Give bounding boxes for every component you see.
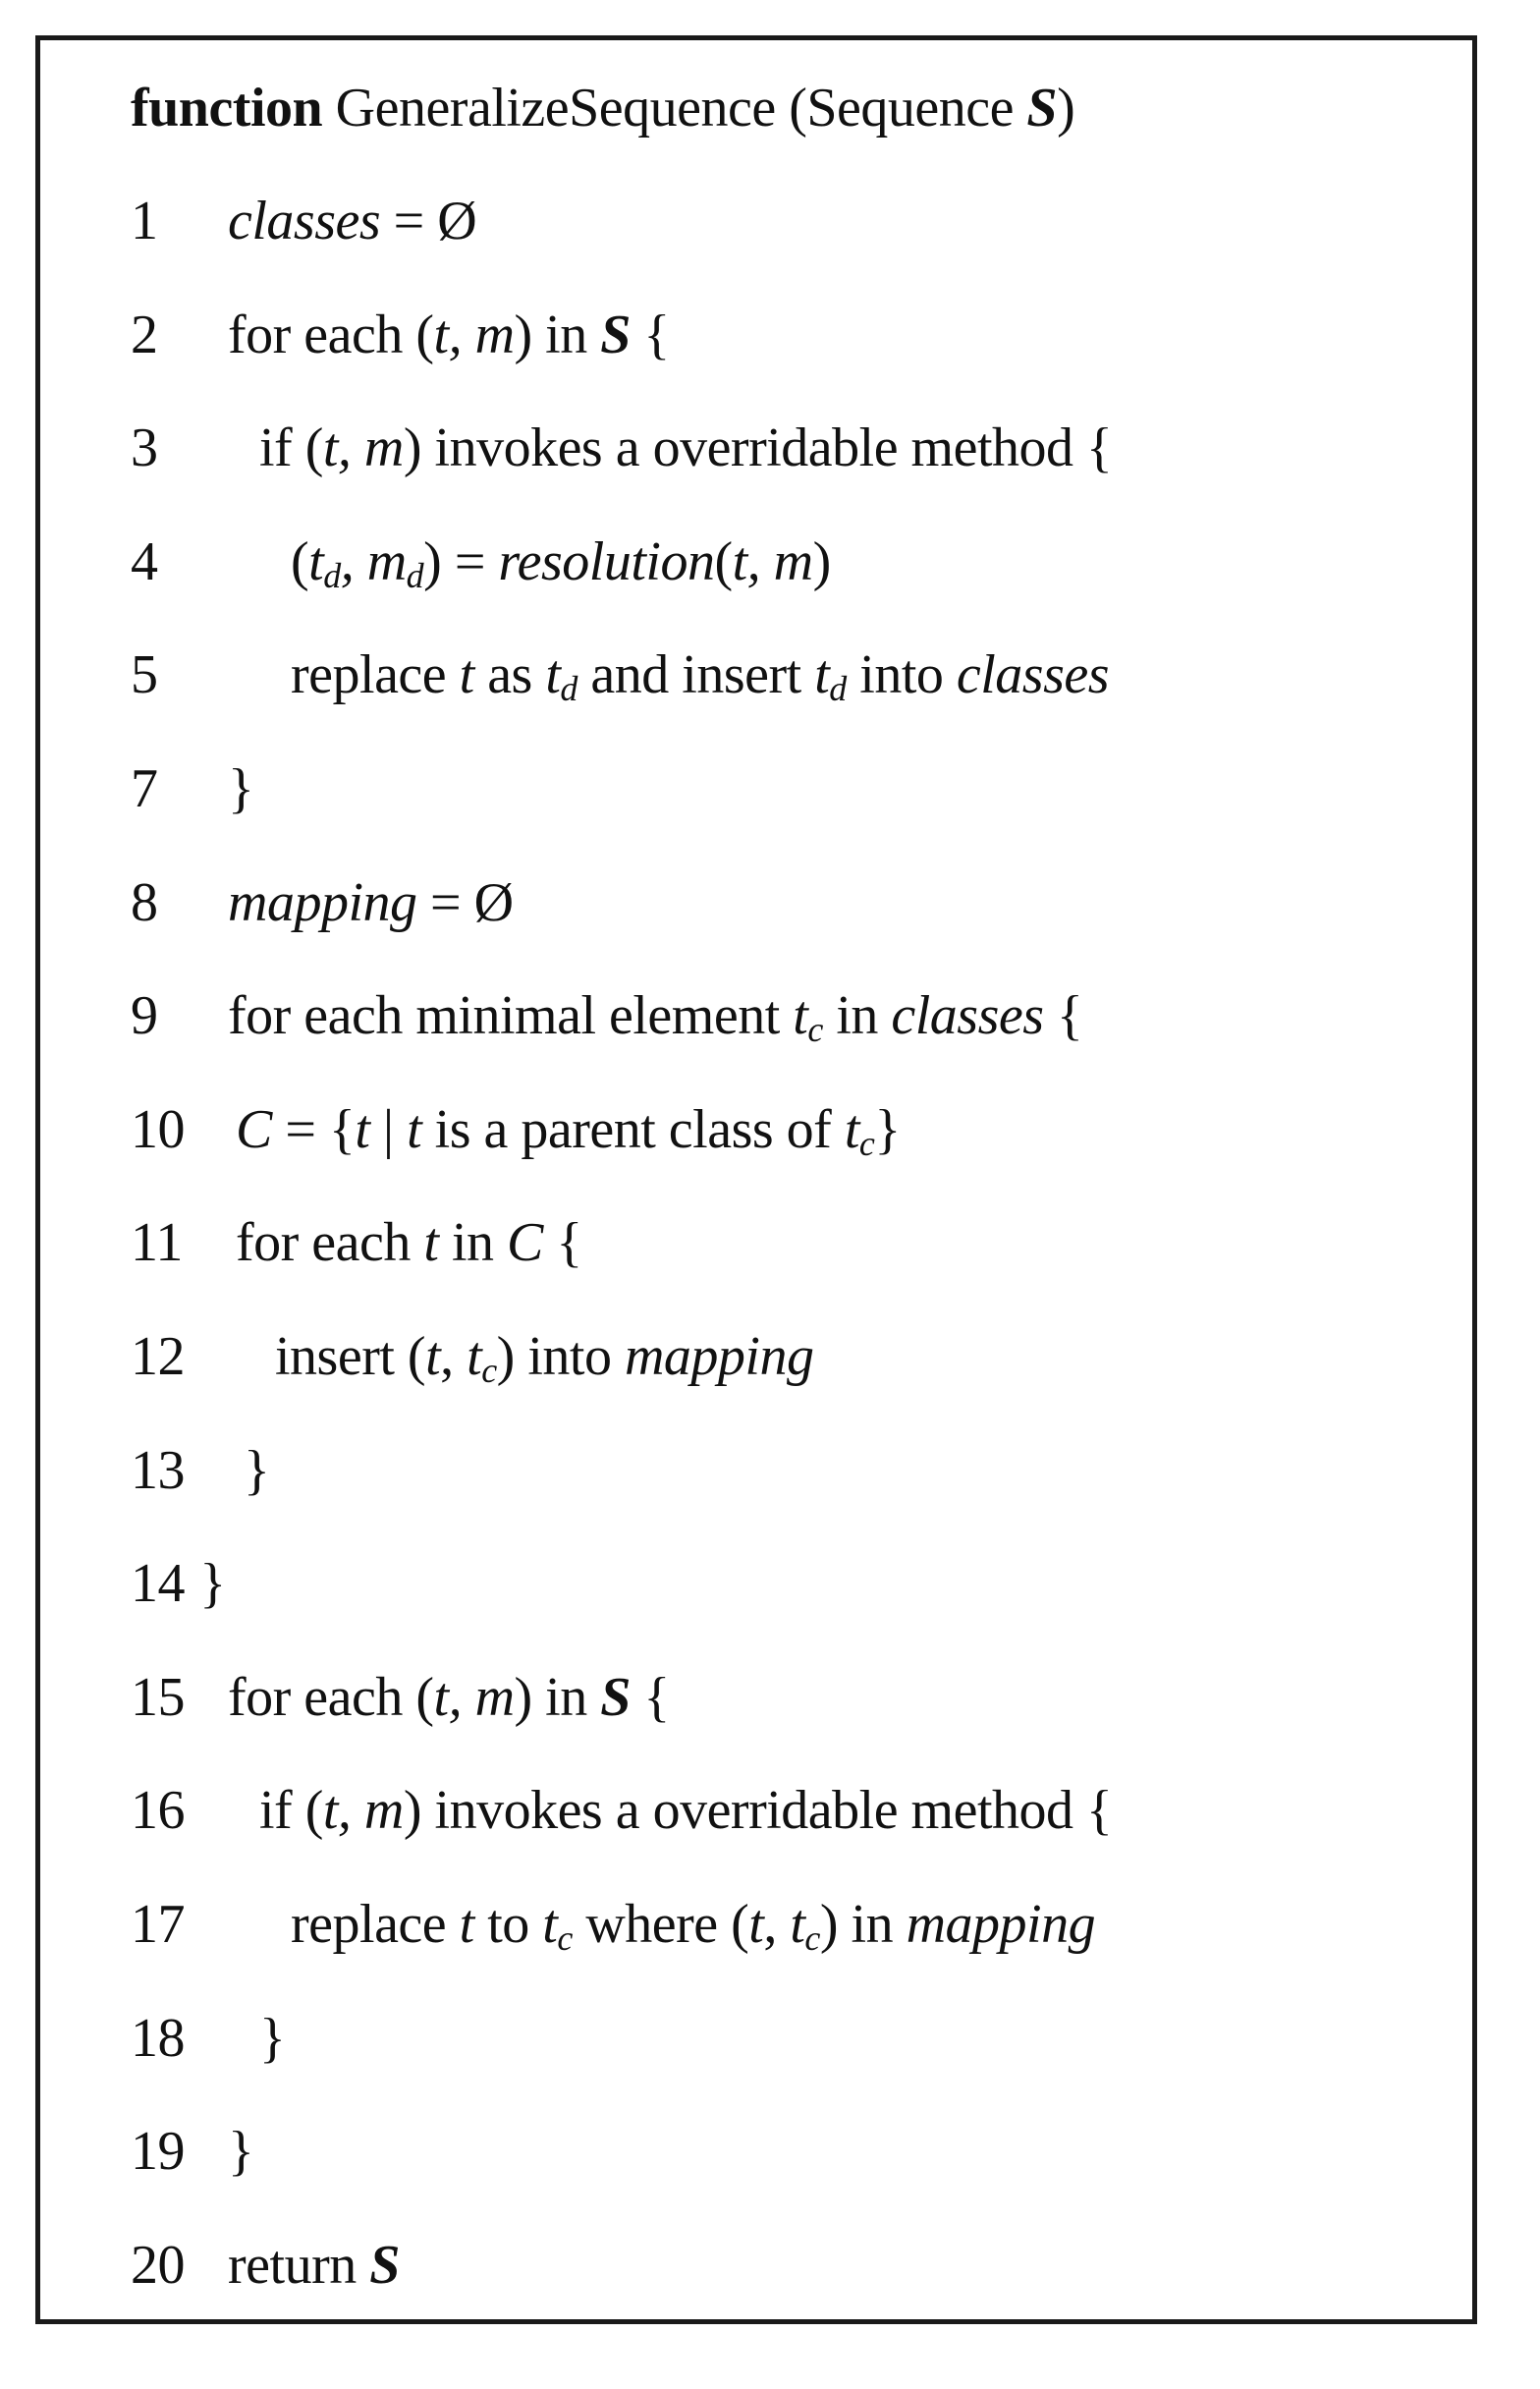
code-segment: } — [259, 2007, 286, 2069]
code-segment: } — [244, 1439, 270, 1501]
line-number: 14 — [131, 1553, 185, 1615]
code-segment: S — [1026, 78, 1058, 139]
code-line — [0, 1999, 1540, 2078]
code-segment: c — [557, 1918, 573, 1958]
code-text — [228, 976, 1082, 1069]
code-segment: classes — [891, 985, 1044, 1047]
code-segment: ) in — [514, 304, 601, 365]
code-segment: } — [199, 1553, 226, 1615]
function-signature — [131, 69, 1074, 147]
code-line — [0, 1771, 1540, 1850]
code-segment: ) invokes a overridable method { — [403, 417, 1113, 479]
code-text — [291, 636, 1109, 728]
code-text — [228, 2112, 253, 2191]
code-segment: = Ø — [380, 191, 477, 251]
code-line — [0, 523, 1540, 601]
code-line — [0, 1658, 1540, 1737]
code-text — [228, 863, 514, 942]
code-segment: , — [763, 1894, 791, 1955]
code-segment: into — [846, 644, 957, 706]
code-line — [0, 1544, 1540, 1623]
code-text — [199, 1544, 225, 1623]
code-text — [228, 1658, 670, 1737]
code-segment: S — [600, 1666, 631, 1728]
code-segment: C — [507, 1212, 543, 1274]
code-segment: t — [425, 1326, 441, 1387]
code-segment: t — [793, 985, 808, 1047]
code-segment: { — [630, 304, 670, 365]
line-number: 5 — [131, 644, 158, 706]
code-segment: t — [748, 1894, 764, 1955]
code-text — [228, 750, 253, 828]
code-segment: { — [1043, 985, 1083, 1047]
code-segment: for each minimal element — [228, 985, 794, 1047]
code-segment: t — [423, 1212, 439, 1274]
code-segment: c — [481, 1351, 497, 1390]
code-segment: c — [804, 1918, 820, 1958]
code-segment: ) — [1057, 78, 1075, 139]
code-segment: m — [366, 530, 407, 592]
code-segment: t — [407, 1098, 422, 1160]
code-segment: d — [829, 669, 847, 709]
code-segment: replace — [291, 1894, 460, 1955]
code-segment: { — [630, 1666, 670, 1728]
code-segment: } — [228, 2121, 254, 2183]
line-number: 9 — [131, 985, 158, 1047]
code-segment: t, m — [732, 530, 813, 592]
code-segment: c — [807, 1010, 823, 1050]
code-segment: d — [406, 555, 424, 595]
code-segment: t — [308, 530, 324, 592]
code-segment: d — [323, 555, 341, 595]
code-segment: if ( — [259, 1780, 323, 1842]
code-text — [244, 1431, 269, 1510]
code-segment: ) invokes a overridable method { — [403, 1780, 1113, 1842]
code-segment: = { — [271, 1098, 356, 1160]
code-segment: GeneralizeSequence (Sequence — [322, 78, 1027, 139]
code-segment: function — [131, 78, 323, 139]
code-text — [228, 2226, 400, 2305]
code-segment: t — [790, 1894, 805, 1955]
code-segment: | — [369, 1098, 408, 1160]
code-segment: is a parent class of — [421, 1098, 845, 1160]
code-text — [228, 182, 476, 260]
code-segment: t — [467, 1326, 482, 1387]
line-number: 20 — [131, 2234, 185, 2296]
line-number: 1 — [131, 191, 158, 251]
code-segment: ) = — [423, 530, 499, 592]
code-segment: classes — [228, 191, 381, 251]
code-segment: } — [228, 758, 254, 819]
code-segment: and insert — [577, 644, 815, 706]
code-text — [275, 1317, 813, 1410]
code-line — [0, 409, 1540, 487]
code-segment: t — [542, 1894, 558, 1955]
code-line — [0, 1203, 1540, 1282]
code-segment: t, m — [322, 1780, 404, 1842]
code-segment: t, m — [433, 304, 515, 365]
code-segment: = Ø — [416, 871, 514, 933]
code-segment: to — [473, 1894, 543, 1955]
code-line — [0, 2226, 1540, 2305]
code-segment: S — [369, 2234, 400, 2296]
code-segment: { — [542, 1212, 582, 1274]
code-segment: if ( — [259, 417, 323, 479]
code-line — [0, 296, 1540, 374]
code-segment: } — [874, 1098, 901, 1160]
code-segment: t — [355, 1098, 370, 1160]
line-number: 2 — [131, 304, 158, 365]
code-segment: t — [844, 1098, 859, 1160]
code-text — [259, 1771, 1112, 1850]
code-segment: t — [814, 644, 830, 706]
code-segment: ) — [812, 530, 831, 592]
code-segment: in — [822, 985, 892, 1047]
line-number: 13 — [131, 1439, 185, 1501]
code-text — [236, 1203, 582, 1282]
line-number: 12 — [131, 1326, 185, 1387]
code-line — [0, 863, 1540, 942]
code-text — [291, 1885, 1095, 1977]
code-line — [0, 2112, 1540, 2191]
line-number: 4 — [131, 530, 158, 592]
code-line — [0, 750, 1540, 828]
code-segment: replace — [291, 644, 460, 706]
code-line — [0, 1317, 1540, 1396]
line-number: 11 — [131, 1212, 183, 1274]
code-segment: for each ( — [228, 1666, 434, 1728]
code-text — [236, 1090, 901, 1183]
line-number: 15 — [131, 1666, 185, 1728]
code-line — [0, 636, 1540, 714]
code-line — [0, 1431, 1540, 1510]
code-text — [259, 1999, 285, 2078]
code-segment: for each — [236, 1212, 424, 1274]
line-number: 17 — [131, 1894, 185, 1955]
code-segment: c — [858, 1123, 875, 1163]
code-segment: t, m — [433, 1666, 515, 1728]
code-text — [291, 523, 831, 615]
code-segment: in — [438, 1212, 507, 1274]
code-segment: , — [440, 1326, 468, 1387]
code-segment: return — [228, 2234, 370, 2296]
line-number: 3 — [131, 417, 158, 479]
code-segment: mapping — [906, 1894, 1096, 1955]
code-segment: ) into — [496, 1326, 625, 1387]
code-segment: mapping — [228, 871, 417, 933]
code-segment: t — [459, 644, 474, 706]
line-number: 19 — [131, 2121, 185, 2183]
code-line — [0, 976, 1540, 1055]
code-segment: ) in — [819, 1894, 907, 1955]
code-segment: t, m — [322, 417, 404, 479]
code-segment: ( — [291, 530, 309, 592]
code-segment: ( — [714, 530, 733, 592]
line-number: 7 — [131, 758, 158, 819]
code-line — [0, 182, 1540, 260]
code-segment: classes — [956, 644, 1110, 706]
code-segment: d — [560, 669, 578, 709]
code-line — [0, 1885, 1540, 1964]
code-segment: t — [459, 1894, 474, 1955]
code-segment: insert ( — [275, 1326, 426, 1387]
code-segment: where ( — [572, 1894, 749, 1955]
code-text — [259, 409, 1112, 487]
line-number: 10 — [131, 1098, 185, 1160]
code-segment: S — [600, 304, 631, 365]
code-segment: resolution — [498, 530, 715, 592]
code-segment: for each ( — [228, 304, 434, 365]
code-line — [0, 1090, 1540, 1169]
code-segment: t — [545, 644, 561, 706]
line-number: 16 — [131, 1780, 185, 1842]
line-number: 18 — [131, 2007, 185, 2069]
code-segment: ) in — [514, 1666, 601, 1728]
code-segment: as — [473, 644, 546, 706]
code-segment: , — [340, 530, 367, 592]
code-segment: C — [236, 1098, 272, 1160]
line-number: 8 — [131, 871, 158, 933]
code-segment: mapping — [624, 1326, 814, 1387]
code-text — [228, 296, 670, 374]
